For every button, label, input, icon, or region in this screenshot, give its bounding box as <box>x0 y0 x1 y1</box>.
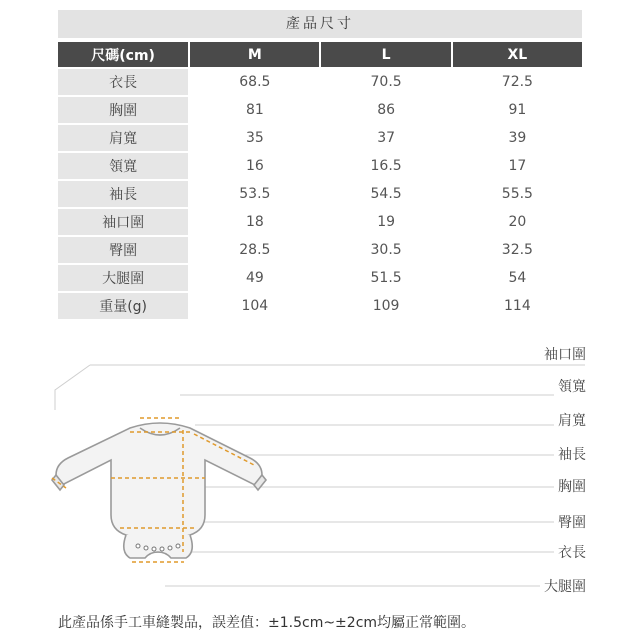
cell-value: 109 <box>319 293 450 319</box>
row-label: 領寬 <box>58 153 188 179</box>
cell-value: 18 <box>188 209 319 235</box>
label-sleeve-length: 袖長 <box>554 444 586 464</box>
footnote: 此產品係手工車縫製品，誤差值：±1.5cm~±2cm均屬正常範圍。 <box>58 615 476 631</box>
garment-diagram <box>0 330 640 610</box>
table-row <box>58 181 582 207</box>
cell-value: 49 <box>188 265 319 291</box>
row-label: 重量(g) <box>58 293 188 319</box>
table-row <box>58 125 582 151</box>
label-neck-width: 領寬 <box>554 376 586 396</box>
table-row <box>58 209 582 235</box>
cell-value: 81 <box>188 97 319 123</box>
cell-value: 72.5 <box>451 69 582 95</box>
cell-value: 114 <box>451 293 582 319</box>
cell-value: 16 <box>188 153 319 179</box>
row-label: 大腿圍 <box>58 265 188 291</box>
label-length: 衣長 <box>554 542 586 562</box>
row-label: 衣長 <box>58 69 188 95</box>
cell-value: 28.5 <box>188 237 319 263</box>
cell-value: 54 <box>451 265 582 291</box>
cell-value: 20 <box>451 209 582 235</box>
cell-value: 51.5 <box>319 265 450 291</box>
row-label: 胸圍 <box>58 97 188 123</box>
cell-value: 35 <box>188 125 319 151</box>
cell-value: 86 <box>319 97 450 123</box>
row-label: 肩寬 <box>58 125 188 151</box>
header-m: M <box>188 42 319 67</box>
header-l: L <box>319 42 450 67</box>
row-label: 袖口圍 <box>58 209 188 235</box>
table-row <box>58 69 582 95</box>
cell-value: 68.5 <box>188 69 319 95</box>
bodysuit-shape <box>56 423 262 558</box>
table-row <box>58 153 582 179</box>
cell-value: 17 <box>451 153 582 179</box>
cell-value: 37 <box>319 125 450 151</box>
row-label: 臀圍 <box>58 237 188 263</box>
table-row <box>58 293 582 319</box>
table-header-row <box>58 42 582 67</box>
cell-value: 30.5 <box>319 237 450 263</box>
label-cuff-circumference: 袖口圍 <box>540 344 586 364</box>
label-thigh: 大腿圍 <box>540 576 586 596</box>
cell-value: 55.5 <box>451 181 582 207</box>
page-title: 產品尺寸 <box>58 10 582 38</box>
cell-value: 104 <box>188 293 319 319</box>
label-shoulder-width: 肩寬 <box>554 410 586 430</box>
cell-value: 32.5 <box>451 237 582 263</box>
table-row <box>58 97 582 123</box>
label-chest: 胸圍 <box>554 476 586 496</box>
cell-value: 91 <box>451 97 582 123</box>
cell-value: 53.5 <box>188 181 319 207</box>
bodysuit-illustration <box>0 330 640 610</box>
size-table <box>58 40 582 321</box>
cell-value: 16.5 <box>319 153 450 179</box>
cell-value: 19 <box>319 209 450 235</box>
header-size: 尺碼(cm) <box>58 42 188 67</box>
table-row <box>58 237 582 263</box>
cell-value: 70.5 <box>319 69 450 95</box>
row-label: 袖長 <box>58 181 188 207</box>
header-xl: XL <box>451 42 582 67</box>
cell-value: 54.5 <box>319 181 450 207</box>
table-row <box>58 265 582 291</box>
label-hip: 臀圍 <box>554 512 586 532</box>
cell-value: 39 <box>451 125 582 151</box>
